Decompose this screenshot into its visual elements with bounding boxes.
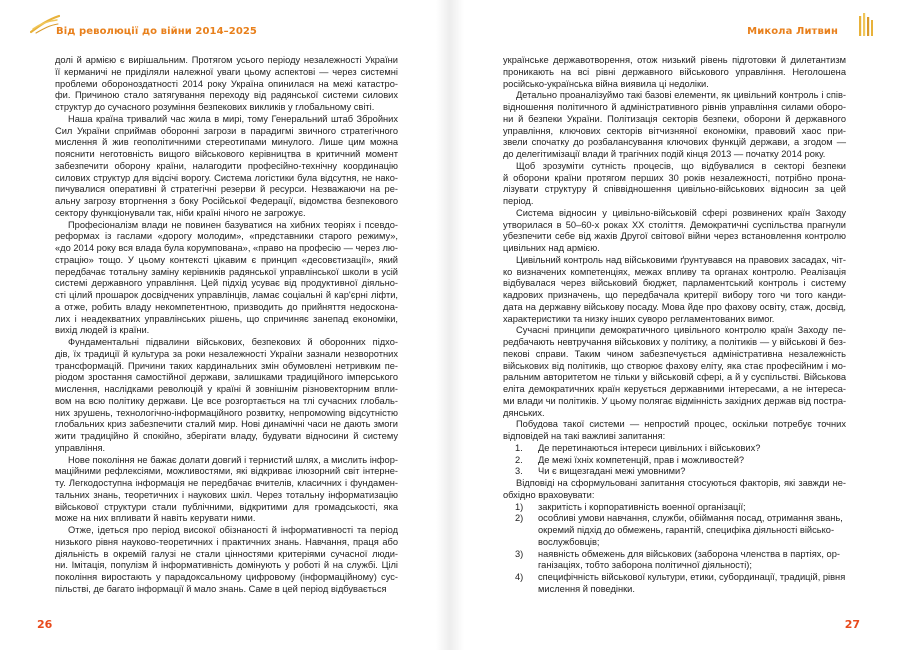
page-number: 26 (37, 618, 53, 631)
paragraph (55, 220, 398, 338)
list-item-number: 3) (515, 548, 524, 559)
list-item-text: Чи є вищезгадані межі умовними? (538, 466, 686, 477)
list-item-text: Де межі їхніх компетенцій, прав і можливостей? (538, 454, 745, 465)
text-line: проблеми обороноздатності 2014 року Україна опинилася на межі катастро- (55, 78, 398, 89)
list-item (503, 549, 846, 561)
list-item-text: наявність обмежень для військових (заборона членства в партіях, ор- (538, 548, 840, 559)
text-line: глобальних криз забезпечити сталий мир. Нові динамічні часи не дають змоги (55, 419, 398, 430)
text-line: Щоб зрозуміти сутність процесів, що відбувалися в секторі безпеки (516, 160, 846, 171)
text-line: дів, їх традиції й культура за роки незалежності України зазнали незворотних (55, 348, 398, 359)
list-item (503, 537, 846, 549)
page-number: 27 (844, 618, 860, 631)
text-line: мислення, наслідками революцій у країні й зовнішнім різновекторним впли- (55, 384, 398, 394)
text-line: убезпечити себе від жахів Другої світової війни через встановлення контролю (503, 231, 846, 242)
text-line: дянських. (503, 407, 545, 418)
text-line: Система відносин у цивільно-військовій сфері розвинених країн Заходу (516, 207, 846, 218)
text-line: передбачає тотальну заміну керівників радянської управлінської школи в усій (55, 266, 398, 277)
paragraph (503, 255, 846, 326)
paragraph (503, 161, 846, 208)
list-item (503, 525, 846, 537)
text-line: й оборони країни протягом перших 30 років незалежності, потрібно прона- (503, 172, 846, 183)
text-line: структур до сучасного розуміння безпекових викликів у глобальному світі. (55, 102, 375, 112)
text-line: відбувалася через військовий бюджет, парламентський контроль і систему (503, 278, 846, 289)
list-item-text: закритість і корпоративність военної організації; (538, 501, 746, 512)
text-line: забезпечити оборону країни, налагодити професійно-технічну координацію (55, 160, 398, 171)
list-item-number: 3. (515, 466, 523, 477)
text-line: цивільних над армією. (503, 243, 600, 253)
text-line: страцію» тощо. У цьому контексті цікавим є принцип «десовєтизації», який (55, 254, 398, 265)
text-line: ту. Легкодоступна інформація не передбачає вчителів, класичних і фундамен- (55, 478, 398, 488)
text-line: вихід людей із країни. (55, 325, 150, 336)
text-line: редбачають невтручання військових у політику, а політиків — у військові й без- (503, 337, 846, 347)
text-line: маційними рефлексіями, можливостями, які відкриває ілюзорний світ інтерне- (55, 466, 398, 477)
list-item (503, 455, 846, 467)
right-page (450, 0, 900, 650)
text-line: ріодом зростання самостійної держави, залишками традиційного імперського (55, 372, 398, 383)
text-line: реформах із гаслами «дорогу молодим», «представники старого режиму», (55, 231, 398, 242)
question-list (503, 443, 846, 478)
text-line: ни. Імітація, популізм й інформативність домінують у роботі й на службі. Цілі (55, 560, 398, 571)
text-line: її керманичі не приділяли належної уваги цьому аспектові — через системні (55, 66, 398, 77)
text-line: вом на всю політику держави. Це все розгортається на тлі сучасних глобаль- (55, 395, 398, 406)
text-line: управління. (55, 442, 106, 453)
list-item (503, 513, 846, 525)
text-line: пекові справи. Таким чином забезпечується адміністративна незалежність (503, 348, 846, 359)
list-item-text: окремий підхід до обмежень, гарантій, специфіка діяльності військо- (538, 525, 835, 535)
text-line: українське державотворення, отож низький рівень підготовки й дилетантизм (503, 55, 846, 65)
running-head: Микола Литвин (747, 26, 838, 37)
text-line: ральним авторитетом не тільки у військовій сфері, а й у суспільстві. Військова (503, 372, 846, 383)
page-body (503, 55, 846, 596)
list-item-number: 2) (515, 513, 524, 524)
text-line: період. (503, 196, 534, 206)
list-item-number: 2. (515, 454, 523, 465)
paragraph (503, 478, 846, 502)
text-line: жити традиційно й спокійно, зберігати владу, будувати відносини й систему (55, 431, 398, 441)
text-line: дата на державну військову посаду. Мова йде про фахову освіту, стаж, досвід, (503, 301, 846, 312)
text-line: військових від політиків, що створює фахову еліту, яка стає професійним і мо- (503, 360, 846, 371)
paragraph (55, 525, 398, 596)
text-line: трансформацій. Причини таких кардинальних змін обумовлені нетривким пе- (55, 360, 398, 371)
text-line: утворилася в 50–60-х роках XX століття. Демократичні суспільства прагнули (503, 219, 846, 230)
text-line: Відповіді на сформульовані запитання стосуються факторів, які завжди не- (516, 478, 846, 488)
text-line: Детально проаналізуймо такі базові елементи, як цивільний контроль і спів- (516, 90, 846, 101)
text-line: мислення й жив геополітичними стереотипами минулого. Лише цим можна (55, 137, 398, 148)
text-line: покоління виростають у парадоксальному цифровому (інформаційному) сус- (55, 572, 398, 582)
text-line: характеристики та низку інших суворо регламентованих вимог. (503, 313, 775, 324)
text-line: ни й безпеки України. Політизація секторів безпеки, оборони й державного (503, 113, 846, 124)
list-item (503, 466, 846, 478)
text-line: них зрушень, технологічно-інформаційного розвитку, непромowing відсутністю (55, 407, 398, 418)
paragraph (55, 55, 398, 114)
text-line: Сучасні принципи демократичного цивільного контролю країн Заходу пе- (516, 325, 846, 336)
list-item-number: 4) (515, 572, 524, 582)
text-line: відношення політичного й адміністративного рівнів управління силами оборо- (503, 102, 846, 112)
text-line: Отже, ідеться про період високої обізнаності й інформативності та період (68, 525, 398, 535)
text-line: лих і неадекватних управлінських рішень, що спричиняє занепад економіки, (55, 313, 398, 324)
paragraph (503, 55, 846, 90)
text-line: управління, ключових секторів вітчизняної економіки, правовий хаос при- (503, 125, 846, 136)
paragraph (55, 455, 398, 526)
text-line: тальних знань, теоретичних і наукових шкіл. Через тотальну інформатизацію (55, 489, 398, 500)
text-line: діяльність в окремій галузі не стали цінностями критеріями сучасної люди- (55, 548, 398, 559)
text-line: пояснити неготовність вищого військового керівництва в критичний момент (55, 149, 398, 159)
paragraph (55, 337, 398, 455)
list-item-text: мислення й поведінки. (538, 583, 635, 594)
text-line: «до 2014 року вся влада була корумпована», «право на професію — через лю- (55, 243, 398, 253)
text-line: пільстві, де багато інформації й мало знань. Саме в цей період відбувається (55, 583, 387, 594)
text-line: до делегітимізації влади й трагічних подій кінця 2013 — початку 2014 року. (503, 149, 826, 159)
list-item (503, 560, 846, 572)
text-line: низького рівня науково-теоретичних і практичних знань. Навчання, праця або (55, 536, 398, 547)
paragraph (503, 208, 846, 255)
text-line: системі державного управління. Цей підхід усуває від продуктивної діяльно- (55, 278, 398, 289)
text-line: відповідей на такі важливі запитання: (503, 431, 666, 441)
text-line: сті цілий прошарок досвідчених управлінців, ламає соціальні й кар'єрні ліфти, (55, 290, 398, 300)
list-item-text: особливі умови навчання, служби, обіймання посад, отримання звань, (538, 513, 843, 524)
list-item-number: 1) (515, 501, 524, 512)
list-item (503, 572, 846, 584)
text-line: обхідно враховувати: (503, 489, 595, 500)
text-line: звели спочатку до розбалансування ключових функцій держави, а згодом — (503, 137, 846, 148)
text-line: Цивільний контроль над військовими ґрунтувався на правових засадах, чіт- (516, 254, 846, 265)
text-line: Професіоналізм влади не повинен базуватися на хибних теоріях і псевдо- (68, 219, 398, 230)
text-line: Наша країна тривалий час жила в мирі, тому Генеральний штаб Збройних (68, 113, 398, 124)
text-line: Нове покоління не бажає долати довгий і тернистий шлях, а мислить інфор- (68, 454, 398, 465)
paragraph (503, 325, 846, 419)
gold-bars-logo-icon (858, 13, 874, 37)
list-item (503, 502, 846, 514)
list-item-text: ганізаціях, тобто заборона політичної діяльності); (538, 560, 752, 571)
text-line: Побудова такої системи — непростий процес, оскільки потребує точних (516, 419, 846, 430)
paragraph (503, 419, 846, 443)
paragraph (55, 114, 398, 220)
text-line: військової структури стали публічними, відкритими для громадськості, яка (55, 501, 398, 512)
text-line: альну загрозу вторгнення з боку Російської Федерації, відомства безпекового (55, 196, 398, 206)
text-line: силових структур для відсічі ворогу. Система логістики була відсутня, не нако- (55, 172, 398, 183)
text-line: ми влади чи політиків. У цьому полягає відмінність західних держав від постра- (503, 395, 847, 406)
list-item (503, 443, 846, 455)
text-line: а отже, робить владу некомпетентною, призводить до прийняття недоскона- (55, 301, 398, 312)
text-line: еліта демократичних країн керується державними інтересами, а не інтереса- (503, 384, 846, 394)
text-line: фи. Причиною стало затягування переходу від радянської системи силових (55, 90, 398, 101)
page-body (55, 55, 398, 596)
list-item-text: вослужбовців; (538, 536, 600, 547)
text-line: долі й армією є вирішальним. Протягом усього періоду незалежності України (55, 55, 398, 65)
running-head: Від революції до війни 2014–2025 (56, 26, 257, 37)
text-line: лізувати структуру й співвідношення цивільно-військових відносин за цей (503, 184, 846, 195)
list-item-number: 1. (515, 442, 523, 453)
paragraph (503, 90, 846, 161)
text-line: сектору функціонували так, ніби країні нічого не загрожує. (55, 207, 306, 218)
text-line: кадрових призначень, що передбачала критерії вибору того чи того канди- (503, 290, 846, 300)
list-item-text: специфічність військової культури, етики, субординації, традицій, рівня (538, 572, 846, 582)
text-line: пичувалися оперативні й стратегічні резерви й ресурси. Незважаючи на ре- (55, 184, 398, 195)
text-line: може на них впливати й навіть керувати ними. (55, 513, 256, 524)
text-line: ко визначених компетенціях, межах впливу та органах контролю. Реалізація (503, 266, 846, 277)
text-line: проникають на всі рівні державного військового управління. Неголошена (503, 66, 846, 77)
factor-list (503, 502, 846, 596)
list-item (503, 584, 846, 596)
text-line: Сил України сприймав оборонні загрози в парадигмі звичного стратегічного (55, 125, 398, 136)
list-item-text: Де перетинаються інтереси цивільних і військових? (538, 442, 761, 453)
text-line: російсько-українська війна виявила ці недоліки. (503, 78, 709, 89)
text-line: Фундаментальні підвалини військових, безпекових й оборонних підхо- (68, 337, 398, 347)
